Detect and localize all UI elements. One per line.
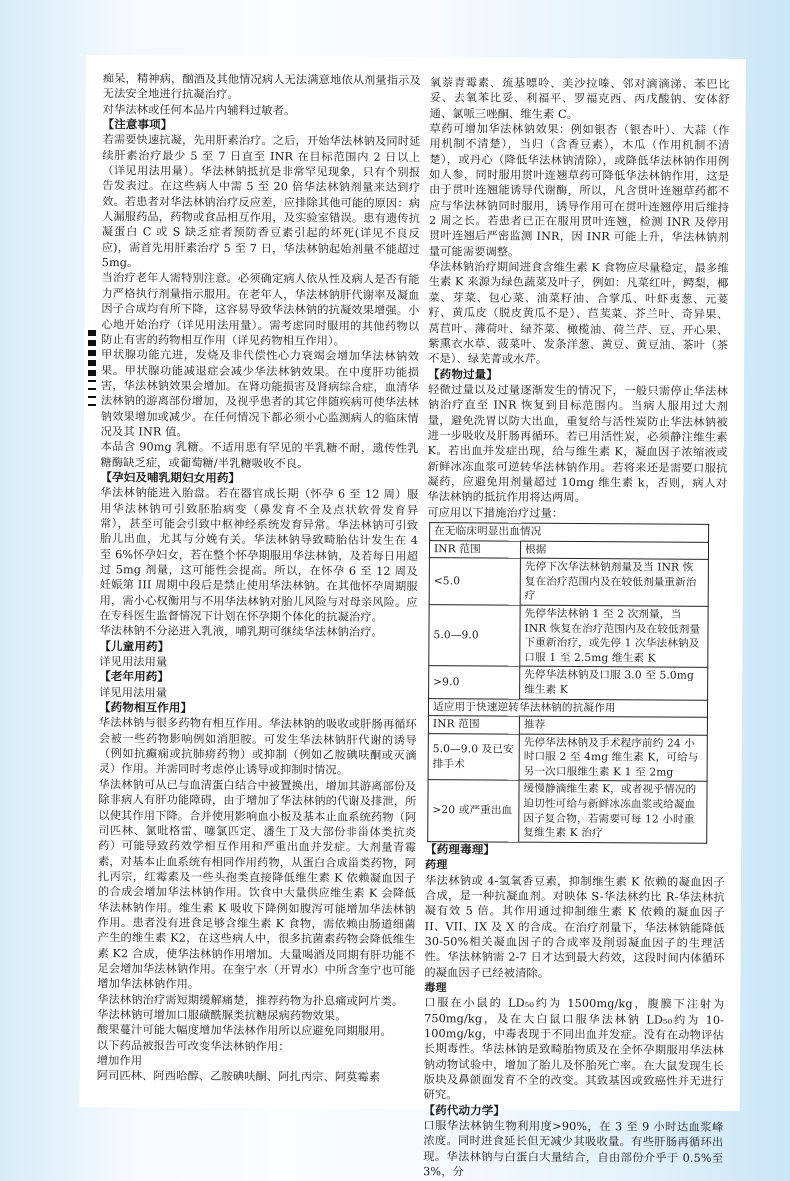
paragraph: 华法林钠可增加口服磺酰脲类抗糖尿病药物效果。 [97, 1008, 347, 1023]
table-cell: 先停华法林钠及手术程序前约 24 小时口服 2 至 4mg 维生素 K，可给与另一次口服维生素 K 1 至 2mg [519, 734, 707, 782]
table-cell: 先停华法林钠 1 至 2 次剂量，当 INR 恢复在治疗范围内及在较低剂量下重新治疗，或先停 1 次华法林钠及口服 1 至 2.5mg 维生素 K [520, 605, 708, 668]
paragraph: 华法林钠可从已与血清蛋白结合中被置换出，增加其游离部份及除非病人有肝功能障碍，由于增加了华法林钠的代谢及排泄，所以使其作用下降。合并使用影响血小板及基本止血系统药物（阿司匹林、氯吡格雷、噻氯匹定、潘生丁及大部份非甾体类抗炎药）可能导致药效学相互作用和严重出血并发症。大剂量青霉素，对基本止血系统有相同作用药物，从蛋白合成甾类药物，阿扎丙宗，红霉素及一些头孢类直接降低维生素 K 依赖凝血因子的合成会增加华法林钠作用。饮食中大量供应维生素 K 会降低华法林钠作用。维生素 K 吸收下降例如腹泻可能增加华法林钠作用。患者没有进食足够含维生素 K 食物，需依赖由肠道细菌产生的维生素 K2，在这些病人中，很多抗菌素药物会降低维生素 K2 合成，使华法林钠作用增加。大量喝酒及同期有肝功能不足会增加华法林钠作用。在奎宁水（开胃水）中所含奎宁也可能增加华法林钠作用。 [97, 777, 417, 991]
paragraph: 阿司匹林、阿西哈醇、乙胺碘呋酮、阿扎丙宗、阿莫霉素 [96, 1069, 381, 1085]
document-page [80, 55, 746, 1179]
table-cell: 先停华法林钠及口服 3.0 至 5.0mg 维生素 K [520, 666, 708, 699]
overdose-treatment-table [427, 522, 709, 844]
registration-mark [88, 360, 96, 366]
table-cell: 5.0—9.0 及已安排手术 [428, 733, 519, 780]
paragraph: 痴呆，精神病，酗酒及其他情况病人无法满意地依从剂量指示及无法安全地进行抗凝治疗。 [102, 72, 421, 102]
paragraph: 若需要快速抗凝，先用肝素治疗。之后，开始华法林钠及同时延续肝素治疗最少 5 至 7 日直至 INR 在目标范围内 2 日以上（详见用法用量）。华法林钠抵抗是非常罕见现象，只有个别报告发表过。在这些病人中需 5 至 20 倍华法林钠剂量来达到疗效。若患者对华法林钠治疗反应差，应排除其他可能的原因：病人漏服药品，药物或食品相互作用，及实验室错误。患有遗传抗凝蛋白 C 或 S 缺乏症者预防香豆素引起的坏死(详见不良反应)，需首先用肝素治疗 5 至 7 日，华法林钠起始剂量不能超过 5mg。 [101, 133, 421, 270]
paragraph: 增加作用 [96, 1054, 143, 1068]
paragraph: 草药可增加华法林钠效果：例如银杏（银杏叶）、大蒜（作用机制不清楚），当归（含香豆素），木瓜（作用机制不清楚），或丹心（降低华法林钠清除），或降低华法林钠作用例如人参，同时服用贯叶连翘草药可降低华法林钠作用，这是由于贯叶连翘能诱导代谢酶，所以，凡含贯叶连翘草药都不应与华法林钠同时服用，诱导作用可在贯叶连翘停用后维持 2 周之长。若患者已正在服用贯叶连翘，检测 INR 及停用贯叶连翘后严密监测 INR，因 INR 可能上升，华法林钠剂量可能需要调整。 [428, 122, 730, 259]
table-header: INR 范围 [429, 540, 520, 558]
paragraph: 华法林钠与很多药物有相互作用。华法林钠的吸收或肝肠再循环会被一些药物影响例如消胆胺。可发生华法林钠肝代谢的诱导（例如抗癫痫或抗肺痨药物）或抑制（例如乙胺碘呋酮或灭滴灵）作用。并需同时考虑停止诱导或抑制时情况。 [98, 716, 417, 778]
section-heading-elderly: 【老年用药】 [99, 669, 170, 684]
paragraph: 口服在小鼠的 LD₅₀约为 1500mg/kg，腹膜下注射为 750mg/kg，及在大白鼠口服华法林钠 LD₅₀约为 10-100mg/kg，中毒表现于不同出血并发症。没有在动物评估长期毒性。华法林钠是致畸胎物质及在全怀孕期服用华法林钠动物试验中，增加了胎儿及怀胎死亡率。在大鼠发现生长版块及鼻颌面发育不全的改变。其致基因或致癌性并无进行研究。 [423, 996, 725, 1102]
subheading-pharmacology: 药理 [425, 858, 448, 872]
paragraph: 可应用以下措施治疗过量： [427, 505, 564, 520]
section-heading-pregnancy: 【孕妇及哺乳期妇女用药】 [100, 470, 241, 485]
paragraph: 以下药品被报告可改变华法林钠作用： [96, 1038, 290, 1053]
registration-mark [88, 388, 96, 390]
paragraph: 详见用法用量 [99, 655, 168, 669]
table-cell: 缓慢静滴维生素 K，或者视乎情况的迫切性可给与新鲜冰冻血浆或给凝血因子复合物，若需要可每 12 小时重复维生素 K 治疗 [519, 781, 707, 844]
registration-mark [88, 370, 96, 376]
section-heading-children: 【儿童用药】 [99, 638, 170, 654]
table-cell: >9.0 [429, 666, 520, 699]
section-heading-overdose: 【药物过量】 [428, 366, 499, 382]
table-cell: >20 或严重出血 [428, 780, 519, 842]
registration-mark [88, 350, 96, 356]
paragraph: 华法林钠治疗期间进食含维生素 K 食物应尽量稳定，最多维生素 K 来源为绿色蔬菜及叶子，例如：凡菜红叶，鳄梨，椰菜、芽菜、包心菜、油菜籽油、合掌瓜、叶虾夷葱、元荽籽、黄瓜皮（脱皮黄瓜不是）、苣荬菜、芥兰叶、奇异果、莴苣叶、薄荷叶、绿芥菜、橄榄油、荷兰芹、豆、开心果、紫熏衣水草、菠菜叶、发条洋葱、黄豆、黄豆油、茶叶（茶不是）、绿芜菁或水芹。 [428, 260, 729, 367]
registration-mark [88, 330, 96, 336]
table-section-title: 在无临床明显出血情况 [430, 523, 709, 542]
paragraph: 对华法林或任何本品片内辅料过敏者。 [102, 102, 296, 117]
paragraph: 华法林钠不分泌进入乳液，哺乳期可继续华法林钠治疗。 [99, 624, 383, 640]
table-section-title: 适应用于快速逆转华法林钠的抗凝作用 [428, 698, 707, 717]
paragraph: 口服华法林钠生物利用度>90%，在 3 至 9 小时达血浆峰浓度。同时进食延长但无减少其吸收量。有些肝肠再循环出现。华法林钠与白蛋白大量结合，自由部份介乎于 0.5%至 3%，分 [423, 1119, 724, 1179]
table-row [429, 605, 708, 668]
paragraph: 华法林钠治疗需短期缓解痛楚，推荐药物为扑息痛或阿片类。 [97, 992, 404, 1008]
paragraph: 华法林钠或 4-氢氧香豆素，抑制维生素 K 依赖的凝血因子合成，是一种抗凝血剂。对映体 S-华法林约比 R-华法林抗凝有效 5 倍。其作用通过抑制维生素 K 依赖的凝血因子 II、VII、IX 及 X 的合成。在治疗剂量下，华法林钠能降低 30-50%相关凝血因子的合成率及削弱凝血因子的生理活性。华法林钠需 2-7 日才达到最大药效，这段时间内体循环的凝血因子已经被清除。 [424, 873, 726, 980]
table-cell: 5.0—9.0 [429, 605, 520, 667]
left-column [97, 71, 421, 1086]
paragraph: 本品含 90mg 乳糖。不适用患有罕见的半乳糖不耐，遗传性乳糖酶缺乏症，或葡萄糖/半乳糖吸收不良。 [100, 440, 419, 470]
section-heading-precautions: 【注意事项】 [102, 117, 173, 132]
paragraph: 氧萘青霉素、巯基嘌呤、美沙拉嗪、邻对滴滴涕、苯巴比妥、去氧苯比妥、利福平、罗福克西、丙戊酸钠、安体舒通、氯哌三唑酮、维生素 C。 [429, 76, 730, 121]
section-heading-interactions: 【药物相互作用】 [98, 700, 193, 715]
registration-mark [88, 340, 96, 346]
subheading-toxicology: 毒理 [424, 981, 447, 995]
section-heading-pharmacology-toxicology: 【药理毒理】 [425, 841, 496, 857]
paragraph: 华法林钠能进入胎盘。若在器官成长期（怀孕 6 至 12 周）服用华法林钠可引致胚胎病变（鼻发育不全及点状软骨发育异常），甚至可能会引致中枢神经系统发育异常。华法林钠可引致胎儿出血，尤其与分娩有关。华法林钠导致畸胎估计发生在 4 至 6%怀孕妇女，若在整个怀孕期服用华法林钠，及若每日用超过 5mg 剂量，这可能性会提高。所以，在怀孕 6 至 12 周及妊娠第 III 周期中段后是禁止使用华法林钠。在其他怀孕周期服用，需小心权衡用与不用华法林钠对胎儿风险与对母亲风险。应在专科医生监督情况下计划在怀孕期个体化的抗凝治疗。 [99, 486, 419, 624]
table-row [429, 666, 708, 700]
table-cell: <5.0 [429, 558, 520, 605]
paragraph: 轻微过量以及过量逐渐发生的情况下，一般只需停止华法林钠治疗直至 INR 恢复到目标范围内。当病人服用过大剂量，避免洗胃以防大出血，重复给与活性炭防止华法林钠被进一步吸收及肝肠再循环。若已用活性炭，必须静注维生素 K。若出血并发症出现，给与维生素 K，凝血因子浓缩液或新鲜冰冻血浆可逆转华法林钠作用。若将来还是需要口服抗凝药，应避免用剂量超过 10mg 维生素 k，否则，病人对华法林钠的抵抗作用将达两周。 [427, 382, 728, 505]
table-row [429, 558, 708, 606]
table-row [428, 780, 707, 843]
table-cell: 先停下次华法林钠剂量及当 INR 恢复在治疗范围内及在较低剂量重新治疗 [520, 558, 708, 606]
paragraph: 当治疗老年人需特别注意。必须确定病人依从性及病人是否有能力严格执行剂量指示服用。在老年人，华法林钠肝代谢率及凝血因子合成均有所下降，这容易导致华法林钠的抗凝效果增强。小心地开始治疗（详见用法用量）。需考虑同时服用的其他药物以防止有害的药物相互作用（详见药物相互作用）。 [101, 271, 420, 348]
right-column [423, 75, 730, 1181]
registration-mark [88, 404, 96, 406]
section-heading-pharmacokinetics: 【药代动力学】 [423, 1102, 506, 1118]
paragraph: 甲状腺功能亢进，发烧及非代偿性心力衰竭会增加华法林钠效果。甲状腺功能减退症会减少华法林钠效果。在中度肝功能损害，华法林钠效果会增加。在肾功能损害及肾病综合症，血清华法林钠的游离部份增加，及视乎患者的其它伴随疾病可使华法林钠效果增加或减少。在任何情况下都必须小心监测病人的临床情况及其 INR 值。 [100, 348, 420, 439]
table-header: 根据 [520, 541, 708, 560]
paragraph: 详见用法用量 [99, 685, 168, 700]
table-header: INR 范围 [428, 716, 519, 734]
table-header: 推荐 [519, 716, 707, 735]
table-row [428, 733, 707, 781]
paragraph: 酸果蔓汁可能大幅度增加华法林作用所以应避免同期服用。 [97, 1023, 392, 1039]
registration-mark [88, 396, 96, 398]
registration-mark [88, 380, 96, 382]
binding-marks [88, 330, 98, 412]
